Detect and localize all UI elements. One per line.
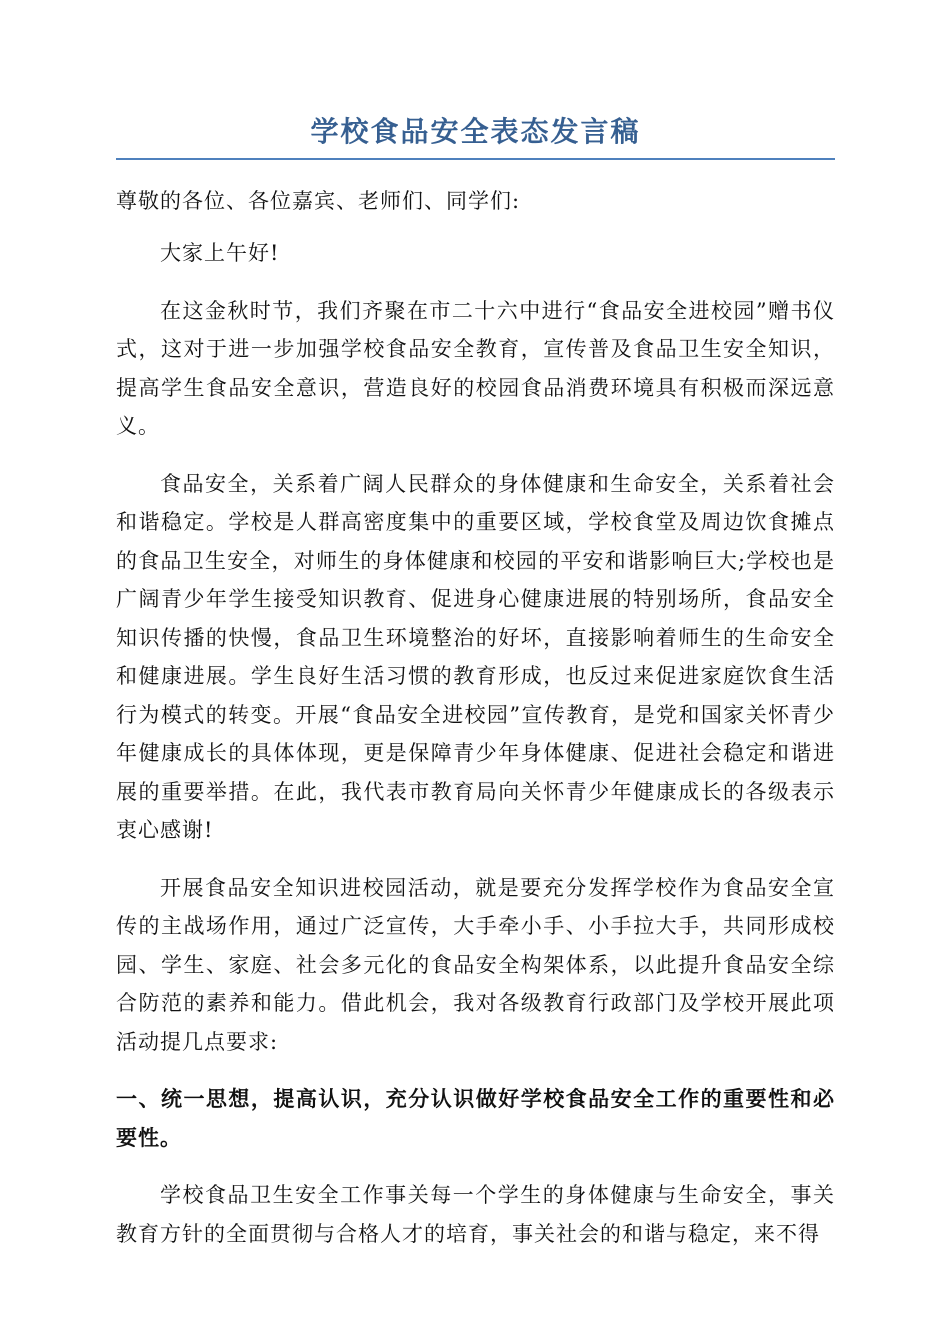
paragraph-intro: 在这金秋时节，我们齐聚在市二十六中进行“食品安全进校园”赠书仪式，这对于进一步加强学校食品安全教育，宣传普及食品卫生安全知识，提高学生食品安全意识，营造良好的校园食品消费环境具有积极而深远意义。: [116, 298, 835, 438]
document-page: [116, 108, 835, 1253]
salutation: 尊敬的各位、各位嘉宾、老师们、同学们:: [116, 189, 521, 213]
paragraph-requirements: 开展食品安全知识进校园活动，就是要充分发挥学校作为食品安全宣传的主战场作用，通过广泛宣传，大手牵小手、小手拉大手，共同形成校园、学生、家庭、社会多元化的食品安全构架体系，以此提升食品安全综合防范的素养和能力。借此机会，我对各级教育行政部门及学校开展此项活动提几点要求:: [116, 875, 835, 1054]
paragraph-greeting: 大家上午好!: [160, 241, 280, 265]
section-heading: 一、统一思想，提高认识，充分认识做好学校食品安全工作的重要性和必要性。: [116, 1087, 835, 1150]
document-title: 学校食品安全表态发言稿: [116, 108, 835, 160]
paragraph-importance: 食品安全，关系着广阔人民群众的身体健康和生命安全，关系着社会和谐稳定。学校是人群高密度集中的重要区域，学校食堂及周边饮食摊点的食品卫生安全，对师生的身体健康和校园的平安和谐影响巨大;学校也是广阔青少年学生接受知识教育、促进身心健康进展的特别场所，食品安全知识传播的快慢，食品卫生环境整治的好坏，直接影响着师生的生命安全和健康进展。学生良好生活习惯的教育形成，也反过来促进家庭饮食生活行为模式的转变。开展“食品安全进校园”宣传教育，是党和国家关怀青少年健康成长的具体体现，更是保障青少年身体健康、促进社会稳定和谐进展的重要举措。在此，我代表市教育局向关怀青少年健康成长的各级表示衷心感谢!: [116, 471, 835, 842]
paragraph-closing: 学校食品卫生安全工作事关每一个学生的身体健康与生命安全，事关教育方针的全面贯彻与合格人才的培育，事关社会的和谐与稳定，来不得: [116, 1183, 835, 1246]
